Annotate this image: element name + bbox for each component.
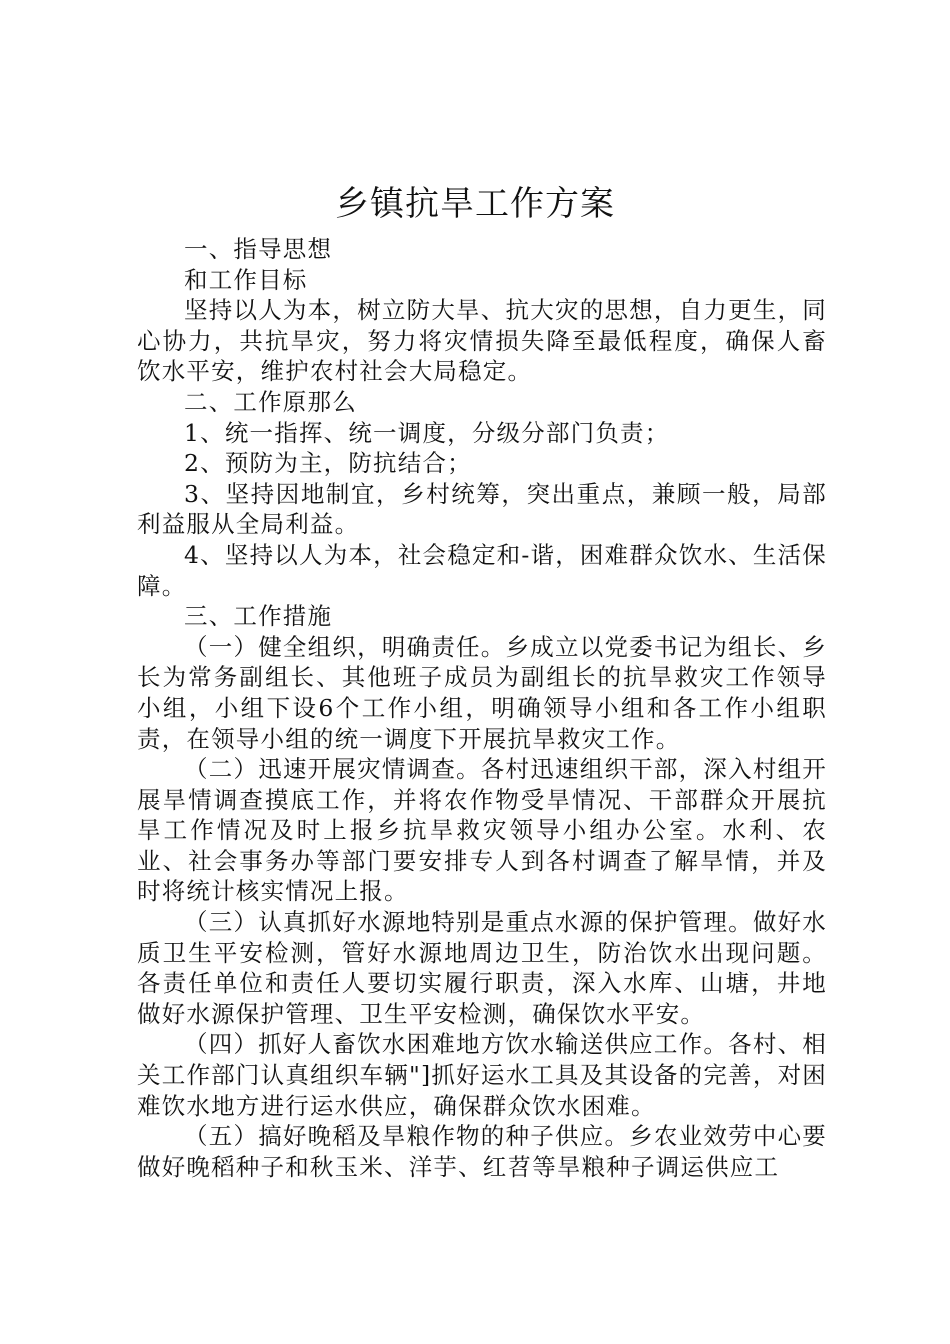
- section-heading-1: 一、指导思想: [184, 235, 333, 263]
- measure-item-4: （四）抓好人畜饮水困难地方饮水输送供应工作。各村、相关工作部门认真组织车辆"]抓好运水工具及其设备的完善，对困难饮水地方进行运水供应，确保群众饮水困难。: [137, 1030, 827, 1120]
- section-heading-2: 二、工作原那么: [184, 387, 357, 416]
- principle-item-1: 1、统一指挥、统一调度，分级分部门负责；: [184, 418, 670, 447]
- measure-item-1: （一）健全组织，明确责任。乡成立以党委书记为组长、乡长为常务副组长、其他班子成员为副组长的抗旱救灾工作领导小组，小组下设6个工作小组，明确领导小组和各工作小组职责，在领导小组的统一调度下开展抗旱救灾工作。: [137, 632, 827, 753]
- principle-item-2: 2、预防为主，防抗结合；: [184, 449, 472, 478]
- section-heading-3: 三、工作措施: [184, 602, 333, 631]
- section-heading-1-cont: 和工作目标: [184, 265, 308, 294]
- paragraph-guiding-principle: 坚持以人为本，树立防大旱、抗大灾的思想，自力更生，同心协力，共抗旱灾，努力将灾情损失降至最低程度，确保人畜饮水平安，维护农村社会大局稳定。: [137, 296, 827, 386]
- document-title: 乡镇抗旱工作方案: [335, 184, 615, 224]
- measure-item-2: （二）迅速开展灾情调查。各村迅速组织干部，深入村组开展旱情调查摸底工作，并将农作物受旱情况、干部群众开展抗旱工作情况及时上报乡抗旱救灾领导小组办公室。水利、农业、社会事务办等部门要安排专人到各村调查了解旱情，并及时将统计核实情况上报。: [137, 755, 827, 906]
- principle-item-4: 4、坚持以人为本，社会稳定和-谐，困难群众饮水、生活保障。: [137, 540, 827, 600]
- principle-item-3: 3、坚持因地制宜，乡村统筹，突出重点，兼顾一般，局部利益服从全局利益。: [137, 479, 827, 539]
- measure-item-5: （五）搞好晚稻及旱粮作物的种子供应。乡农业效劳中心要做好晚稻种子和秋玉米、洋芋、红苕等旱粮种子调运供应工: [137, 1122, 827, 1181]
- document-body: [137, 234, 827, 1182]
- measure-item-3: （三）认真抓好水源地特别是重点水源的保护管理。做好水质卫生平安检测，管好水源地周边卫生，防治饮水出现问题。各责任单位和责任人要切实履行职责，深入水库、山塘，井地做好水源保护管理、卫生平安检测，确保饮水平安。: [137, 908, 827, 1028]
